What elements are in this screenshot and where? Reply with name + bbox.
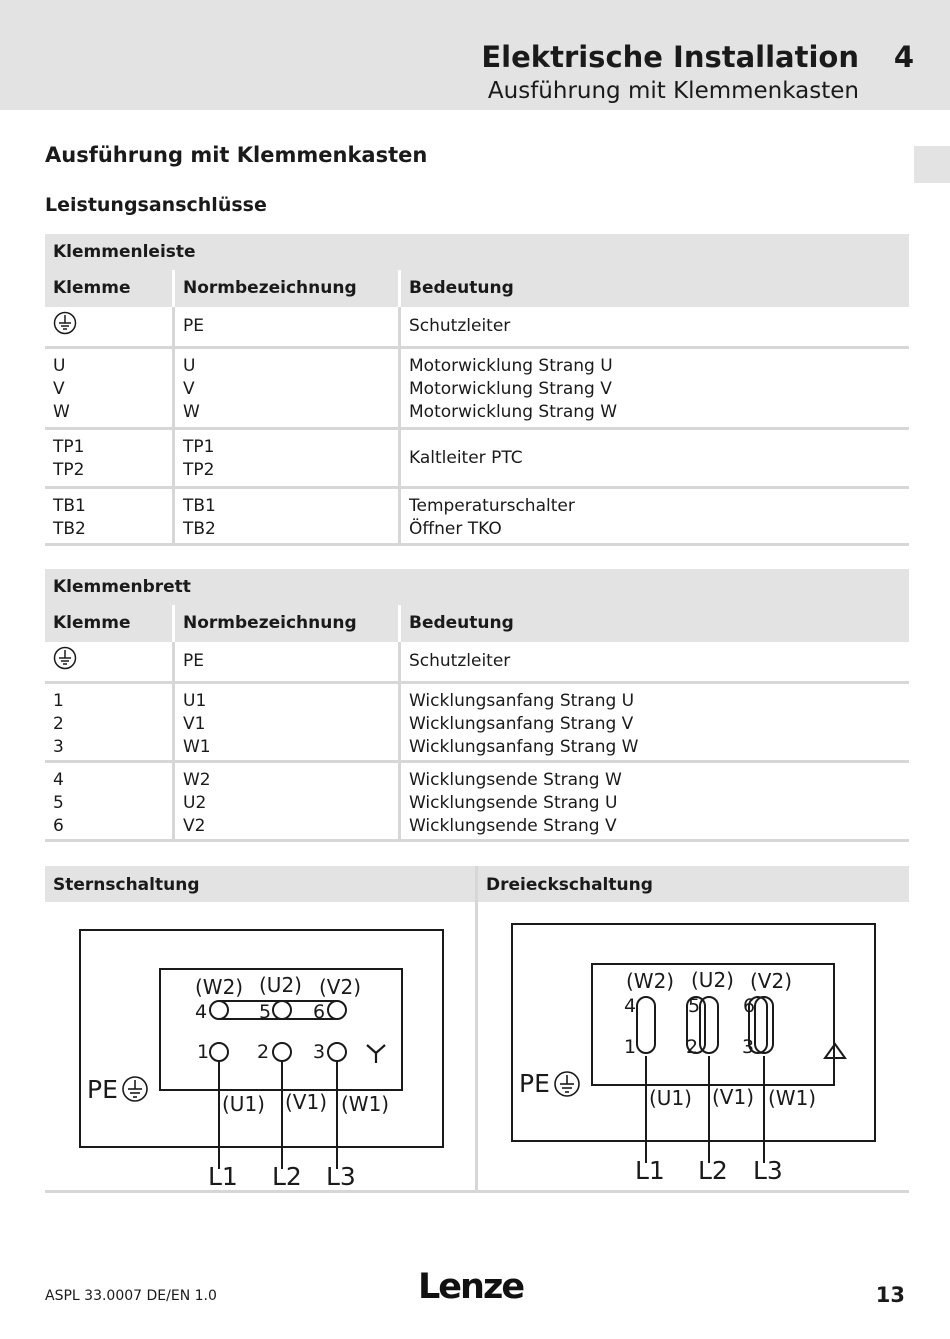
chapter-subtitle: Ausführung mit Klemmenkasten bbox=[487, 78, 859, 104]
cell-line: U bbox=[183, 356, 196, 376]
cell-line: V bbox=[53, 379, 65, 399]
klemmenleiste-table bbox=[45, 234, 909, 546]
lenze-logo: Lenze bbox=[418, 1267, 524, 1307]
terminal-number: 5 bbox=[688, 995, 701, 1017]
table-cell bbox=[398, 489, 909, 543]
cell-line: U bbox=[53, 356, 66, 376]
document-id: ASPL 33.0007 DE/EN 1.0 bbox=[45, 1288, 217, 1304]
line-label: L3 bbox=[753, 1156, 783, 1185]
terminal-1 bbox=[210, 1043, 228, 1061]
cell-line: TB2 bbox=[183, 519, 216, 539]
table-row bbox=[45, 684, 909, 763]
cell-line: TP1 bbox=[183, 437, 215, 457]
cell-line: 5 bbox=[53, 793, 64, 813]
terminal-3 bbox=[328, 1043, 346, 1061]
top-label: (V2) bbox=[319, 975, 362, 999]
table-cell: PE bbox=[172, 307, 398, 346]
cell-line: W bbox=[53, 402, 70, 422]
header-normbezeichnung: Normbezeichnung bbox=[172, 605, 398, 642]
cell-line: W bbox=[183, 402, 200, 422]
table-cell bbox=[172, 763, 398, 839]
section-title: Ausführung mit Klemmenkasten bbox=[45, 143, 428, 167]
table-cell: PE bbox=[172, 642, 398, 681]
terminal-number: 2 bbox=[686, 1036, 699, 1058]
table-cell bbox=[398, 763, 909, 839]
table-cell bbox=[172, 684, 398, 760]
ground-symbol-icon bbox=[53, 311, 77, 342]
header-bedeutung: Bedeutung bbox=[398, 605, 909, 642]
wiring-diagrams bbox=[45, 866, 909, 1193]
cell-line: Temperaturschalter bbox=[409, 496, 575, 516]
stern-title: Sternschaltung bbox=[45, 866, 475, 902]
table-row bbox=[45, 763, 909, 842]
pe-label: PE bbox=[519, 1069, 550, 1098]
terminal-4 bbox=[210, 1001, 228, 1019]
cell-line: Wicklungsende Strang U bbox=[409, 793, 618, 813]
table-cell bbox=[172, 489, 398, 543]
bottom-label: (V1) bbox=[712, 1085, 755, 1109]
terminal-number: 1 bbox=[624, 1036, 637, 1058]
table-cell bbox=[172, 430, 398, 486]
bottom-label: (W1) bbox=[341, 1092, 390, 1116]
cell-line: TP2 bbox=[53, 460, 85, 480]
table-header-row bbox=[45, 605, 909, 642]
bottom-label: (U1) bbox=[649, 1086, 692, 1110]
table-cell: Schutzleiter bbox=[398, 642, 909, 681]
section-subtitle: Leistungsanschlüsse bbox=[45, 194, 267, 216]
bottom-label: (U1) bbox=[222, 1092, 265, 1116]
pe-label: PE bbox=[87, 1075, 118, 1104]
cell-line: Motorwicklung Strang W bbox=[409, 402, 618, 422]
line-label: L1 bbox=[208, 1162, 238, 1190]
table-row bbox=[45, 642, 909, 684]
cell-line: Öffner TKO bbox=[409, 519, 502, 539]
table-cell bbox=[398, 684, 909, 760]
top-label: (W2) bbox=[626, 969, 675, 993]
line-label: L2 bbox=[698, 1156, 728, 1185]
terminal-6 bbox=[328, 1001, 346, 1019]
cell-line: V2 bbox=[183, 816, 206, 836]
cell-line: Wicklungsende Strang W bbox=[409, 770, 622, 790]
table-caption: Klemmenleiste bbox=[45, 234, 909, 270]
delta-bridge-b bbox=[700, 997, 718, 1053]
cell-line: U1 bbox=[183, 691, 207, 711]
cell-line: 6 bbox=[53, 816, 64, 836]
table-row bbox=[45, 349, 909, 430]
cell-line: U2 bbox=[183, 793, 207, 813]
line-label: L3 bbox=[326, 1162, 356, 1190]
terminal-number: 4 bbox=[195, 1001, 208, 1023]
terminal-number: 2 bbox=[257, 1041, 270, 1063]
header-klemme: Klemme bbox=[53, 278, 131, 298]
chapter-title: Elektrische Installation bbox=[481, 40, 859, 74]
thumb-index-tab bbox=[914, 146, 950, 183]
cell-line: 3 bbox=[53, 737, 64, 757]
cell-line: 1 bbox=[53, 691, 64, 711]
cell-line: Wicklungsanfang Strang U bbox=[409, 691, 635, 711]
table-cell bbox=[45, 684, 172, 760]
top-label: (U2) bbox=[691, 968, 734, 992]
cell-line: TB1 bbox=[183, 496, 216, 516]
bottom-label: (W1) bbox=[768, 1086, 817, 1110]
terminal-number: 3 bbox=[742, 1036, 755, 1058]
cell-line: 2 bbox=[53, 714, 64, 734]
table-cell bbox=[172, 349, 398, 427]
star-connection-diagram bbox=[45, 902, 475, 1190]
outer-box bbox=[512, 924, 875, 1141]
table-row bbox=[45, 489, 909, 546]
cell-line: W2 bbox=[183, 770, 211, 790]
ground-symbol-icon bbox=[53, 646, 77, 677]
cell-line: V1 bbox=[183, 714, 206, 734]
header-klemme: Klemme bbox=[53, 613, 131, 633]
terminal-number: 3 bbox=[313, 1041, 326, 1063]
table-cell bbox=[45, 489, 172, 543]
top-label: (V2) bbox=[750, 969, 793, 993]
terminal-5 bbox=[273, 1001, 291, 1019]
table-cell: Kaltleiter PTC bbox=[398, 430, 909, 486]
klemmenbrett-table bbox=[45, 569, 909, 842]
cell-line: Wicklungsende Strang V bbox=[409, 816, 617, 836]
cell-line: TP1 bbox=[53, 437, 85, 457]
page-number: 13 bbox=[875, 1283, 905, 1307]
table-cell bbox=[45, 430, 172, 486]
delta-bridge-a bbox=[637, 997, 655, 1053]
cell-line: Wicklungsanfang Strang W bbox=[409, 737, 639, 757]
table-header-row bbox=[45, 270, 909, 307]
cell-line: Motorwicklung Strang U bbox=[409, 356, 613, 376]
star-symbol-icon bbox=[367, 1045, 385, 1063]
top-label: (U2) bbox=[259, 973, 302, 997]
terminal-number: 1 bbox=[197, 1041, 210, 1063]
cell-line: 4 bbox=[53, 770, 64, 790]
cell-line: W1 bbox=[183, 737, 211, 757]
line-label: L1 bbox=[635, 1156, 665, 1185]
table-row bbox=[45, 430, 909, 489]
table-caption: Klemmenbrett bbox=[45, 569, 909, 605]
table-row bbox=[45, 307, 909, 349]
dreieck-title: Dreieckschaltung bbox=[478, 866, 909, 902]
terminal-number: 4 bbox=[624, 995, 637, 1017]
pe-ground-icon bbox=[123, 1077, 147, 1101]
terminal-number: 6 bbox=[313, 1001, 326, 1023]
table-cell bbox=[398, 349, 909, 427]
bottom-label: (V1) bbox=[285, 1090, 328, 1114]
cell-line: V bbox=[183, 379, 195, 399]
delta-bridge-c bbox=[755, 997, 773, 1053]
chapter-number: 4 bbox=[893, 40, 914, 74]
terminal-2 bbox=[273, 1043, 291, 1061]
cell-line: Motorwicklung Strang V bbox=[409, 379, 612, 399]
ground-cell bbox=[45, 307, 172, 346]
delta-connection-diagram bbox=[478, 902, 909, 1190]
line-label: L2 bbox=[272, 1162, 302, 1190]
ground-cell bbox=[45, 642, 172, 681]
header-normbezeichnung: Normbezeichnung bbox=[172, 270, 398, 307]
table-cell: Schutzleiter bbox=[398, 307, 909, 346]
cell-line: TB2 bbox=[53, 519, 86, 539]
cell-line: Wicklungsanfang Strang V bbox=[409, 714, 634, 734]
cell-line: TB1 bbox=[53, 496, 86, 516]
table-cell bbox=[45, 349, 172, 427]
top-label: (W2) bbox=[195, 975, 244, 999]
cell-line: TP2 bbox=[183, 460, 215, 480]
header-bedeutung: Bedeutung bbox=[398, 270, 909, 307]
table-cell bbox=[45, 763, 172, 839]
terminal-number: 6 bbox=[743, 995, 756, 1017]
terminal-number: 5 bbox=[259, 1001, 272, 1023]
pe-ground-icon bbox=[555, 1072, 579, 1096]
